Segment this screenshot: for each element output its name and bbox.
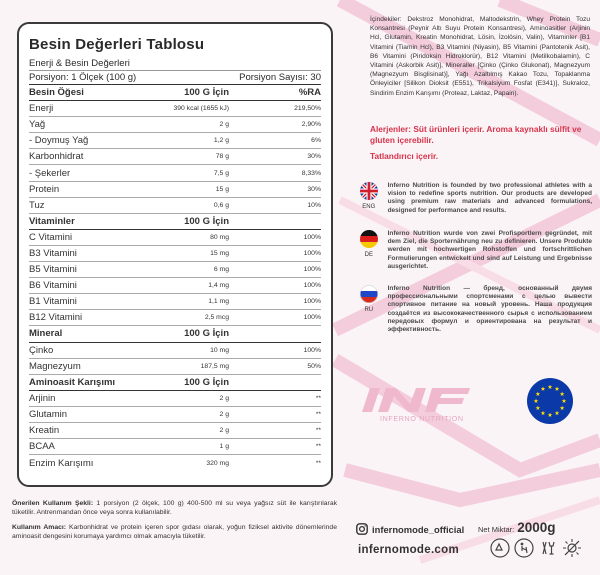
nutrient-value: 187,5 mg [200, 362, 229, 370]
lang-code: ENG [362, 204, 376, 210]
lang-block-de [356, 230, 592, 271]
instagram-handle-block [356, 523, 464, 535]
lang-block-ru [356, 285, 592, 334]
nutrient-value: 6 mg [213, 266, 229, 274]
lang-text: Inferno Nutrition is founded by two professional athletes with a vision to redefine sports nutrition. Our products are developed using premium raw materials and advanced formulations, designed for performance and results. [387, 182, 592, 214]
ingredients-text: İçindekiler: Dekstroz Monohidrat, Maltodekstrin, Whey Protein Tozu Konsantresi (Peynir Altı Suyu Protein Konsantresi), Aminoasitler (Arjinin Hcl, Glutamin, Kreatin Monohidrat, Lösin, İzolösin, Valin), Vitaminler [B1 Vitamini (Tiamin Hcl), B3 Vitamini (Niyasin), B5 Vitamini (Pantotenik Asit), B6 Vitamini (Piridoksin Hidroklorür), B12 Vitamini (Metilkobalamin), C Vitamini (Askorbik Asit)], Mineraller [Çinko (Çinko Glukonat), Magnezyum (Magnezyum Bisglisinat)], Yağı Azaltılmış Kakao Tozu, Topaklanma Önleyiciler [Silikon Dioksit (E551), Trikalsiyum Fosfat (E341)], Sukraloz, Sindirim Enzim Karışımı (Proteaz, Laktaz, Papain). [370, 16, 590, 97]
nutrient-ra: ** [315, 443, 321, 451]
nutrient-name: C Vitamini [29, 231, 73, 243]
nutrient-value: 0,6 g [213, 201, 229, 209]
table-row [29, 117, 321, 133]
nutrient-value: 78 g [215, 153, 229, 161]
nutrient-value: 2 g [219, 394, 229, 402]
table-row [29, 294, 321, 310]
nutrient-ra: 100% [303, 233, 321, 241]
nutrient-name: B3 Vitamini [29, 247, 77, 259]
nutrient-name: Enerji [29, 103, 54, 115]
usage-section [12, 499, 337, 546]
nutrient-name: Yağ [29, 119, 46, 131]
net-amount [478, 520, 556, 535]
nutrient-value: 80 mg [210, 233, 229, 241]
nutrient-ra: 30% [307, 185, 321, 193]
nutrient-name: Besin Öğesi [29, 87, 84, 99]
nutrient-name: Arjinin [29, 392, 56, 404]
table-row [29, 278, 321, 294]
table-row [29, 165, 321, 181]
instagram-handle[interactable]: infernomode_official [372, 523, 465, 535]
nutrient-name: Aminoasit Karışımı [29, 376, 116, 388]
table-row [29, 439, 321, 455]
nutrient-name: Magnezyum [29, 360, 81, 372]
nutrient-name: Mineral [29, 328, 63, 340]
nutrient-value: 100 G İçin [184, 215, 229, 227]
nutrient-value: 390 kcal (1655 kJ) [173, 105, 229, 113]
nutrient-ra: %RA [298, 87, 321, 99]
nutrient-name: B6 Vitamini [29, 280, 77, 292]
nutrient-value: 1 g [219, 443, 229, 451]
nutrient-ra: 50% [307, 362, 321, 370]
nutrient-ra: ** [315, 394, 321, 402]
table-row [29, 149, 321, 165]
nutrient-value: 2,5 mcg [204, 314, 229, 322]
nutrient-name: Tuz [29, 199, 45, 211]
nutrient-value: 1,2 g [213, 137, 229, 145]
allergen-warning: Alerjenler: Süt ürünleri içerir. Aroma kaynaklı sülfit ve gluten içerebilir. [370, 124, 582, 145]
nutrition-facts-panel [17, 22, 333, 487]
recycle-icon [490, 538, 510, 558]
germany-flag-icon [360, 230, 378, 248]
nutrition-subtitle: Enerji & Besin Değerleri [29, 57, 321, 71]
instagram-icon [356, 523, 368, 535]
table-section-header [29, 214, 321, 230]
eu-flag-icon [526, 377, 574, 425]
nutrient-name: Protein [29, 183, 60, 195]
nutrient-name: - Doymuş Yağ [29, 135, 89, 147]
nutrient-name: Karbonhidrat [29, 151, 84, 163]
nutrient-value: 100 G İçin [184, 87, 229, 99]
nutrition-table [29, 85, 321, 471]
table-row [29, 359, 321, 375]
nutrient-value: 100 G İçin [184, 376, 229, 388]
nutrient-value: 15 mg [210, 249, 229, 257]
nutrient-ra: 30% [307, 153, 321, 161]
sweetener-warning: Tatlandırıcı içerir. [370, 151, 439, 161]
table-section-header [29, 326, 321, 342]
nutrient-ra: 219,50% [294, 105, 321, 113]
nutrient-value: 1,1 mg [208, 298, 229, 306]
nutrient-ra: 100% [303, 314, 321, 322]
nutrient-ra: ** [315, 427, 321, 435]
nutrient-ra: 100% [303, 266, 321, 274]
uk-flag-icon [360, 182, 378, 200]
nutrient-value: 10 mg [210, 346, 229, 354]
nutrient-name: Vitaminler [29, 215, 75, 227]
nutrient-ra: 100% [303, 346, 321, 354]
food-safe-icon [538, 538, 558, 558]
table-row [29, 198, 321, 214]
net-amount-value: 2000g [517, 520, 556, 535]
nutrient-ra: 100% [303, 249, 321, 257]
nutrient-value: 15 g [215, 185, 229, 193]
nutrient-value: 2 g [219, 121, 229, 129]
nutrient-value: 7,5 g [213, 169, 229, 177]
brand-subtext: INFERNO NUTRITION [380, 414, 464, 423]
nutrient-ra: 2,90% [301, 121, 321, 129]
portion-label: Porsiyon: 1 Ölçek (100 g) [29, 72, 137, 83]
table-row [29, 455, 321, 471]
nutrient-ra: 100% [303, 298, 321, 306]
lang-text: Inferno Nutrition — бренд, основанный двумя профессиональными спортсменами с целью вывести спортивное питание на новый уровень. Наша продукция создаётся из высококачественного сырья с использованием передовых формул и ориентирована на результат и эффективность. [387, 285, 592, 334]
lang-code: DE [364, 252, 373, 258]
nutrient-ra: ** [315, 410, 321, 418]
nutrient-value: 2 g [219, 410, 229, 418]
recommended-usage: Önerilen Kullanım Şekli: 1 porsiyon (2 ölçek, 100 g) 400-500 ml su veya yağsız süt ile karıştırılarak tüketilir. Antrenmandan önce veya sonra kullanılabilir. [12, 500, 337, 517]
nutrient-ra: 100% [303, 282, 321, 290]
portion-count: Porsiyon Sayısı: 30 [239, 72, 321, 83]
table-row [29, 182, 321, 198]
nutrient-name: Enzim Karışımı [29, 457, 94, 469]
nutrition-title: Besin Değerleri Tablosu [29, 36, 205, 53]
nutrient-value: 100 G İçin [184, 328, 229, 340]
nutrient-name: Glutamin [29, 408, 68, 420]
lang-block-eng [356, 182, 592, 215]
sun-protect-icon [562, 538, 582, 558]
nutrient-name: BCAA [29, 441, 55, 453]
table-section-header [29, 85, 321, 101]
usage-purpose: Kullanım Amacı: Karbonhidrat ve protein içeren spor gıdası olarak, yoğun fiziksel aktivite dönemlerinde aminoasit dengesini korumaya yardımcı olmak amacıyla tüketilir. [12, 523, 337, 540]
nutrient-ra: 6% [311, 137, 321, 145]
inf-logo [358, 386, 478, 414]
nutrient-name: B5 Vitamini [29, 264, 77, 276]
lang-code: RU [364, 307, 374, 313]
recycling-icons [490, 538, 582, 558]
nutrient-value: 320 mg [206, 459, 229, 467]
nutrient-name: B12 Vitamini [29, 312, 83, 324]
nutrient-name: Kreatin [29, 425, 60, 437]
nutrient-name: Çinko [29, 344, 54, 356]
table-row [29, 423, 321, 439]
table-row [29, 101, 321, 117]
nutrient-value: 2 g [219, 427, 229, 435]
nutrient-ra: 8,33% [301, 169, 321, 177]
table-section-header [29, 375, 321, 391]
net-amount-label: Net Miktar: [478, 525, 515, 534]
table-row [29, 343, 321, 359]
tidyman-icon [514, 538, 534, 558]
nutrient-ra: ** [315, 459, 321, 467]
russia-flag-icon [360, 285, 378, 303]
table-row [29, 246, 321, 262]
table-row [29, 310, 321, 326]
nutrient-name: B1 Vitamini [29, 296, 77, 308]
table-row [29, 230, 321, 246]
table-row [29, 407, 321, 423]
nutrient-ra: 10% [307, 201, 321, 209]
nutrient-name: - Şekerler [29, 167, 71, 179]
portion-info [29, 71, 321, 85]
lang-text: Inferno Nutrition wurde von zwei Profisportlern gegründet, mit dem Ziel, die Sporternährung neu zu definieren. Unsere Produkte werden mit hochwertigen Rohstoffen und fortschrittlichen Formulierungen entwickelt und sind auf Leistung und Ergebnisse ausgerichtet. [387, 230, 592, 270]
table-row [29, 262, 321, 278]
nutrient-value: 1,4 mg [208, 282, 229, 290]
table-row [29, 133, 321, 149]
website-link[interactable]: infernomode.com [358, 544, 459, 556]
table-row [29, 391, 321, 407]
